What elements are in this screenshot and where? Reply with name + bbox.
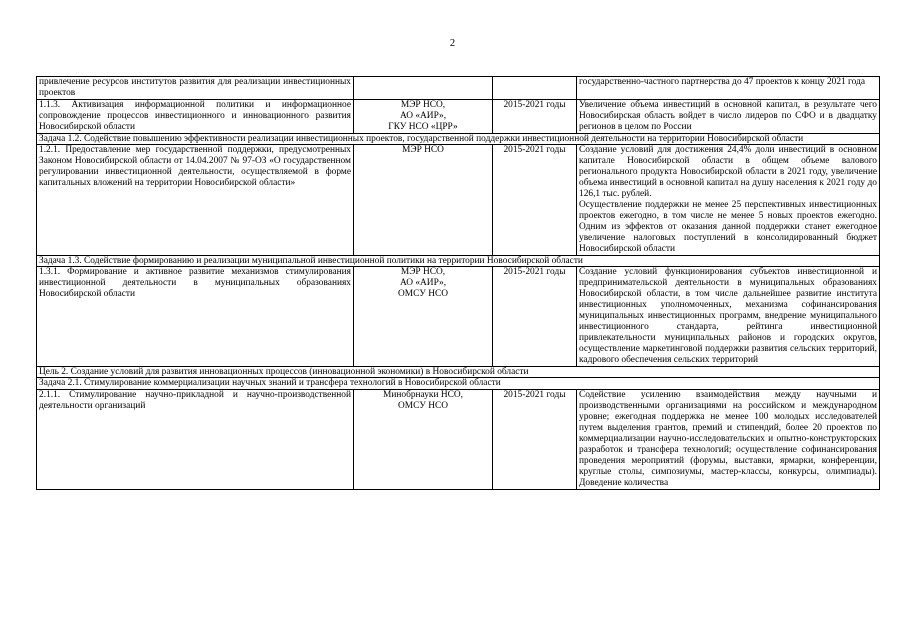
section-heading-row <box>37 133 880 145</box>
section-heading-row <box>37 366 880 378</box>
executor-cell: Минобрнауки НСО, ОМСУ НСО <box>354 390 493 489</box>
executor-cell <box>354 77 493 100</box>
action-cell: 2.1.1. Стимулирование научно-прикладной и научно-производственной деятельности организаций <box>37 390 354 489</box>
action-cell: привлечение ресурсов институтов развития для реализации инвестиционных проектов <box>37 77 354 100</box>
period-cell: 2015-2021 годы <box>493 99 577 133</box>
measures-table <box>36 76 880 490</box>
table-row <box>37 390 880 489</box>
executor-cell: МЭР НСО <box>354 145 493 255</box>
action-cell: 1.1.3. Активизация информационной политики и информационное сопровождение процессов инвестиционного и инновационного развития Новосибирской области <box>37 99 354 133</box>
section-heading-row <box>37 255 880 267</box>
result-cell: Создание условий для достижения 24,4% доли инвестиций в основном капитале Новосибирской области в общем объеме валового регионального продукта Новосибирской области в 2021 году, увеличение объема инвестиций в основной капитал на душу населения к 2021 году до 126,1 тыс. рублей. Осуществление поддержки не менее 25 перспективных инвестиционных проектов ежегодно, в том числе не менее 5 новых проектов ежегодно. Одним из эффектов от оказания данной поддержки станет ежегодное увеличение налоговых поступлений в консолидированный бюджет Новосибирской области <box>577 145 880 255</box>
table-row <box>37 145 880 255</box>
table-row <box>37 77 880 100</box>
period-cell: 2015-2021 годы <box>493 267 577 366</box>
section-heading: Задача 2.1. Стимулирование коммерциализации научных знаний и трансфера технологий в Новосибирской области <box>37 378 880 390</box>
measures-table-body <box>37 77 880 490</box>
table-row <box>37 99 880 133</box>
executor-cell: МЭР НСО, АО «АИР», ОМСУ НСО <box>354 267 493 366</box>
period-cell: 2015-2021 годы <box>493 390 577 489</box>
period-cell: 2015-2021 годы <box>493 145 577 255</box>
section-heading: Задача 1.3. Содействие формированию и реализации муниципальной инвестиционной политики на территории Новосибирской области <box>37 255 880 267</box>
result-cell: государственно-частного партнерства до 47 проектов к концу 2021 года <box>577 77 880 100</box>
result-cell: Создание условий функционирования субъектов инвестиционной и предпринимательской деятельности в муниципальных образованиях Новосибирской области, в том числе дальнейшее развитие института инвестиционных уполномоченных, механизма софинансирования муниципальных инвестиционных программ, внедрение муниципального инвестиционного стандарта, рейтинга инвестиционной привлекательности муниципальных районов и городских округов, осуществление маркетинговой поддержки развития сельских территорий, кадрового обеспечения сельских территорий <box>577 267 880 366</box>
executor-cell: МЭР НСО, АО «АИР», ГКУ НСО «ЦРР» <box>354 99 493 133</box>
page-number: 2 <box>449 38 456 49</box>
result-cell: Увеличение объема инвестиций в основной капитал, в результате чего Новосибирская область войдет в число лидеров по СФО и в двадцатку регионов в целом по России <box>577 99 880 133</box>
action-cell: 1.2.1. Предоставление мер государственной поддержки, предусмотренных Законом Новосибирской области от 14.04.2007 № 97-ОЗ «О государственном регулировании инвестиционной деятельности, осуществляемой в форме капитальных вложений на территории Новосибирской области» <box>37 145 354 255</box>
section-heading: Цель 2. Создание условий для развития инновационных процессов (инновационной экономики) в Новосибирской области <box>37 366 880 378</box>
section-heading: Задача 1.2. Содействие повышению эффективности реализации инвестиционных проектов, государственной поддержки инвестиционной деятельности на территории Новосибирской области <box>37 133 880 145</box>
section-heading-row <box>37 378 880 390</box>
table-row <box>37 267 880 366</box>
action-cell: 1.3.1. Формирование и активное развитие механизмов стимулирования инвестиционной деятельности в муниципальных образованиях Новосибирской области <box>37 267 354 366</box>
period-cell <box>493 77 577 100</box>
result-cell: Содействие усилению взаимодействия между научными и производственными организациями на российском и международном уровне; ежегодная поддержка не менее 100 молодых исследователей путем выделения грантов, премий и стипендий, более 20 проектов по коммерциализации научно-исследовательских и опытно-конструкторских разработок и трансфера технологий; осуществление софинансирования проведения мероприятий (форумы, выставки, ярмарки, конференции, круглые столы, симпозиумы, мастер-классы, конкурсы, олимпиады). Доведение количества <box>577 390 880 489</box>
